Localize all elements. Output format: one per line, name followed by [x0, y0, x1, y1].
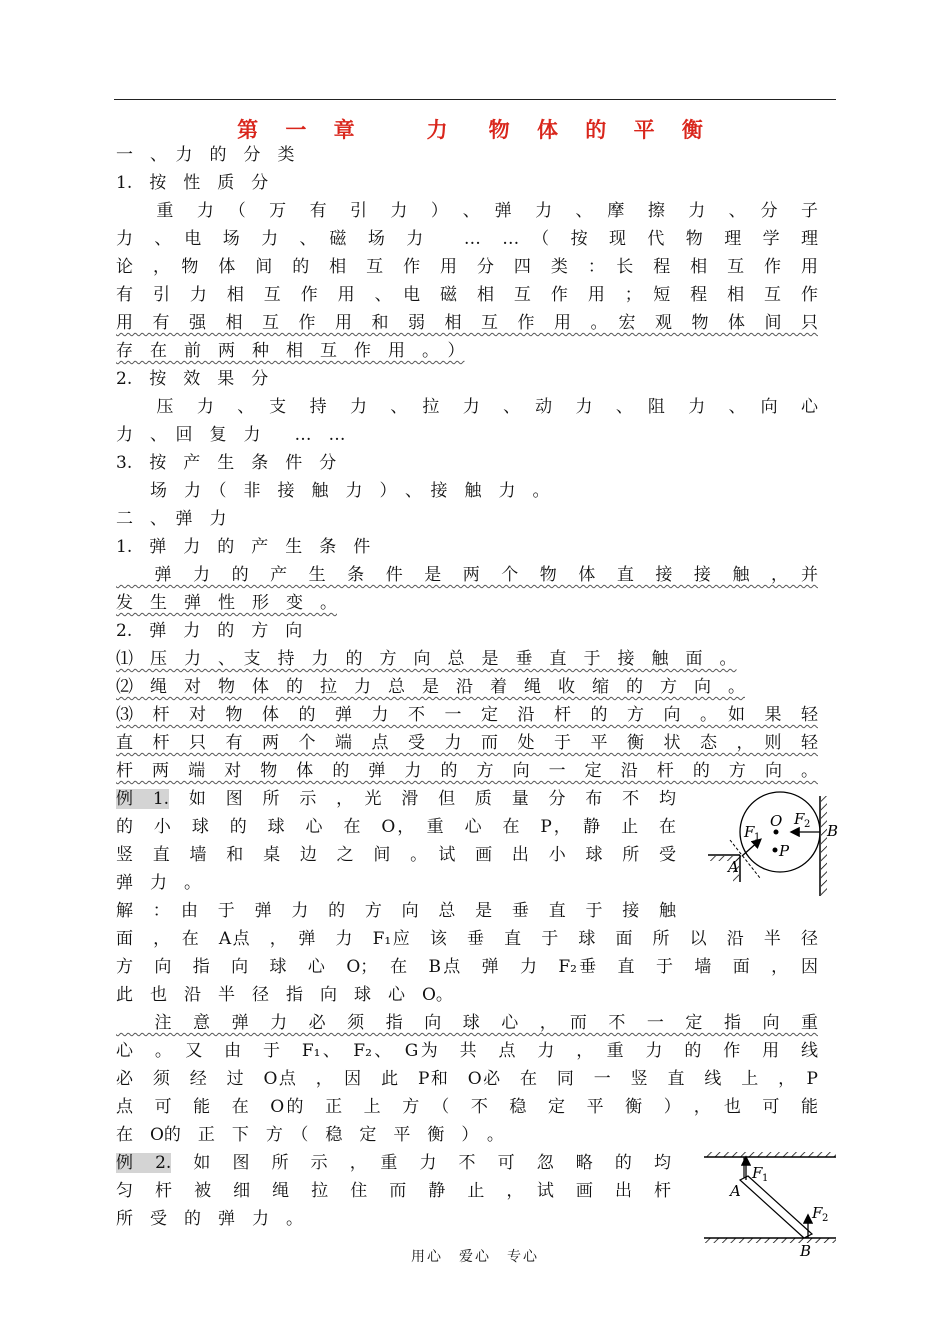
text-line: 场 力 （ 非 接 触 力 ） 、 接 触 力 。 — [116, 481, 550, 501]
section-heading-2: 二 、 弹 力 — [116, 509, 227, 529]
emphasis-text: 存 在 前 两 种 相 互 作 用 。 ） — [116, 341, 465, 361]
solution-line: 解 ： 由 于 弹 力 的 方 向 总 是 垂 直 于 接 触 — [116, 901, 676, 921]
label-f2-sub: 2 — [804, 819, 811, 830]
chapter-title: 第 一 章 力 物 体 的 平 衡 — [237, 117, 713, 142]
subheading: 2. 弹 力 的 方 向 — [116, 621, 303, 641]
text-line: 有 引 力 相 互 作 用 、 电 磁 相 互 作 用 ； 短 程 相 互 作 — [116, 285, 818, 305]
wall-hatch — [821, 796, 827, 896]
center-p-dot — [773, 848, 778, 853]
label-f2-sub: 2 — [822, 1213, 829, 1224]
header-rule — [114, 99, 836, 100]
subheading: 1. 按 性 质 分 — [116, 173, 269, 193]
text-line — [116, 564, 818, 586]
text-line: 论 ， 物 体 间 的 相 互 作 用 分 四 类 ： 长 程 相 互 作 用 — [116, 257, 818, 277]
subheading: 2. 按 效 果 分 — [116, 369, 269, 389]
text-line: 力 、 回 复 力 … … — [116, 425, 346, 445]
solution-line: 方 向 指 向 球 心 O； 在 B点 弹 力 F₂垂 直 于 墙 面 ， 因 — [116, 957, 818, 977]
solution-line: 面 ， 在 A点 ， 弹 力 F₁应 该 垂 直 于 球 面 所 以 沿 半 径 — [116, 929, 818, 949]
example-1-line: 弹 力 。 — [116, 873, 201, 893]
text-line: 力 、 电 场 力 、 磁 场 力 … … （ 按 现 代 物 理 学 理 — [116, 229, 818, 249]
label-f1: F — [744, 823, 755, 841]
rod — [740, 1176, 812, 1238]
text-line: 压 力 、 支 持 力 、 拉 力 、 动 力 、 阻 力 、 向 心 — [116, 397, 818, 417]
label-a: A — [730, 1182, 741, 1200]
note-line: 必 须 经 过 O点 ， 因 此 P和 O必 在 同 一 竖 直 线 上 ， P — [116, 1069, 818, 1089]
label-b: B — [800, 1242, 812, 1260]
note-line: 心 。 又 由 于 F₁、 F₂、 G为 共 点 力 ， 重 力 的 作 用 线 — [116, 1041, 818, 1061]
example-1-line: 的 小 球 的 球 心 在 O， 重 心 在 P， 静 止 在 — [116, 817, 676, 837]
label-f1-sub: 1 — [754, 832, 761, 843]
emphasis-text: 直 杆 只 有 两 个 端 点 受 力 而 处 于 平 衡 状 态 ， 则 轻 — [116, 733, 818, 753]
example-2-line — [116, 1152, 671, 1174]
text-line — [116, 648, 818, 670]
text-line — [116, 676, 818, 698]
section-heading-1: 一 、 力 的 分 类 — [116, 145, 295, 165]
subheading: 1. 弹 力 的 产 生 条 件 — [116, 537, 371, 557]
emphasis-text: 用 有 强 相 互 作 用 和 弱 相 互 作 用 。 宏 观 物 体 间 只 — [116, 313, 818, 333]
label-f2: F — [812, 1204, 823, 1222]
text-line — [116, 704, 818, 726]
text-line — [116, 732, 818, 754]
emphasis-text: 注 意 弹 力 必 须 指 向 球 心 ， 而 不 一 定 指 向 重 — [116, 1013, 818, 1033]
emphasis-text: 发 生 弹 性 形 变 。 — [116, 593, 337, 613]
label-a: A — [728, 858, 739, 876]
text-line — [116, 760, 818, 782]
solution-line: 此 也 沿 半 径 指 向 球 心 O。 — [116, 985, 453, 1005]
label-p: P — [779, 842, 790, 860]
example-2-line: 匀 杆 被 细 绳 拉 住 而 静 止 ， 试 画 出 杆 — [116, 1181, 671, 1201]
example-1-line: 竖 直 墙 和 桌 边 之 间 。 试 画 出 小 球 所 受 — [116, 845, 676, 865]
emphasis-text: 杆 两 端 对 物 体 的 弹 力 的 方 向 一 定 沿 杆 的 方 向 。 — [116, 761, 818, 781]
emphasis-text: 弹 力 的 产 生 条 件 是 两 个 物 体 直 接 接 触 ， 并 — [116, 565, 818, 585]
example-2-line: 所 受 的 弹 力 。 — [116, 1209, 303, 1229]
example-1-text: 如 图 所 示 ， 光 滑 但 质 量 分 布 不 均 — [188, 789, 677, 809]
note-line: 在 O的 正 下 方 （ 稳 定 平 衡 ） 。 — [116, 1125, 504, 1145]
center-o-dot — [774, 830, 779, 835]
example-1-line — [116, 788, 676, 810]
emphasis-text: ⑴ 压 力 、 支 持 力 的 方 向 总 是 垂 直 于 接 触 面 。 — [116, 649, 737, 669]
text-line — [116, 312, 818, 334]
label-b: B — [827, 822, 839, 840]
example-1-label: 例 1. — [116, 789, 170, 809]
page-footer: 用心 爱心 专心 — [411, 1249, 539, 1265]
text-line — [116, 592, 818, 614]
emphasis-text: ⑶ 杆 对 物 体 的 弹 力 不 一 定 沿 杆 的 方 向 。 如 果 轻 — [116, 705, 818, 725]
text-line — [116, 340, 818, 362]
label-f2: F — [794, 810, 805, 828]
figure-ball-wall — [700, 786, 850, 906]
label-o: O — [770, 812, 783, 830]
label-f1-sub: 1 — [762, 1173, 769, 1184]
example-2-text: 如 图 所 示 ， 重 力 不 可 忽 略 的 均 — [193, 1153, 671, 1173]
example-2-label: 例 2. — [116, 1153, 172, 1173]
text-line: 重 力 （ 万 有 引 力 ） 、 弹 力 、 摩 擦 力 、 分 子 — [116, 201, 818, 221]
note-line — [116, 1012, 818, 1034]
emphasis-text: ⑵ 绳 对 物 体 的 拉 力 总 是 沿 着 绳 收 缩 的 方 向 。 — [116, 677, 745, 697]
note-line: 点 可 能 在 O的 正 上 方 （ 不 稳 定 平 衡 ） ， 也 可 能 — [116, 1097, 818, 1117]
subheading: 3. 按 产 生 条 件 分 — [116, 453, 337, 473]
label-f1: F — [752, 1164, 763, 1182]
